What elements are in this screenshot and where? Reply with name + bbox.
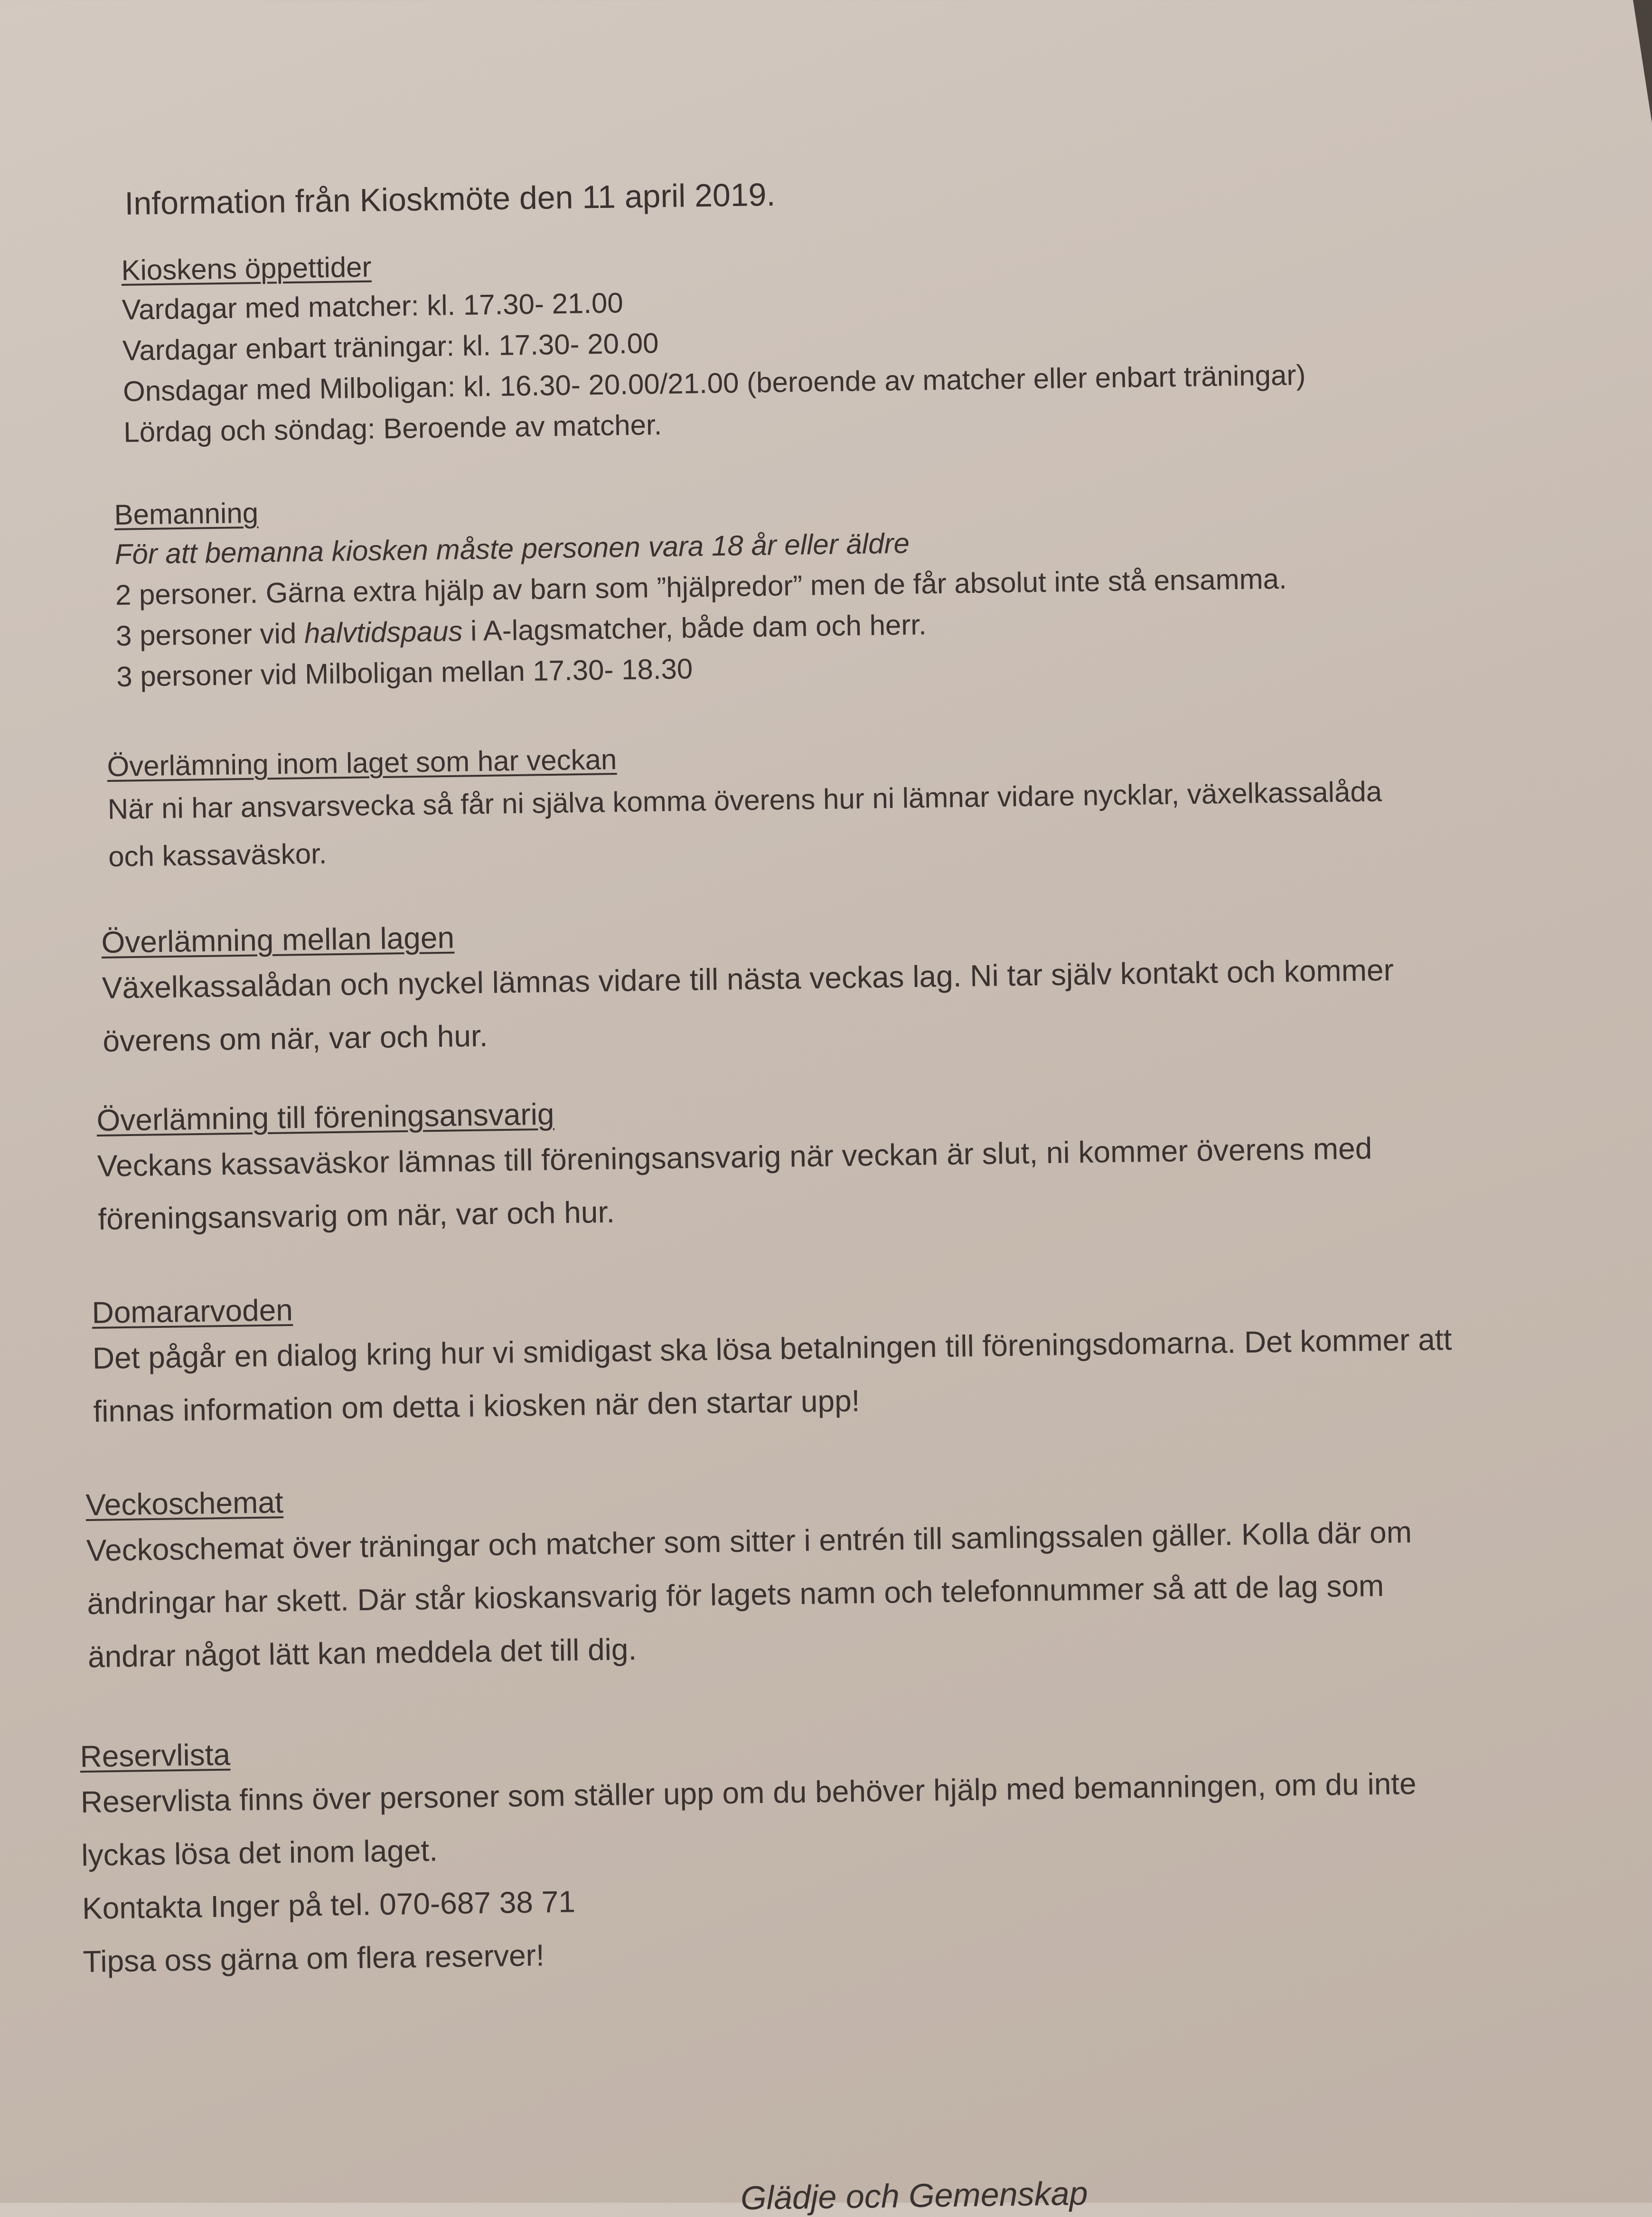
- section-heading: Domararvoden: [92, 1293, 293, 1330]
- section-heading: Kioskens öppettider: [121, 251, 372, 286]
- text-span: 3 personer vid: [115, 617, 305, 652]
- section-handover-between-teams: [101, 905, 1395, 1068]
- section-weekly-schedule: [85, 1467, 1414, 1683]
- text-line: ändrar något lätt kan meddela det till dig.: [87, 1632, 637, 1674]
- text-line: överens om när, var och hur.: [102, 1018, 488, 1058]
- section-heading: Överlämning inom laget som har veckan: [107, 743, 617, 782]
- section-reserve-list: [80, 1719, 1419, 1988]
- section-heading: Reservlista: [80, 1737, 231, 1774]
- footer-motto: Glädje och Gemenskap: [740, 2174, 1089, 2217]
- text-line: och kassaväskor.: [108, 837, 327, 873]
- text-line: Tipsa oss gärna om flera reserver!: [83, 1938, 545, 1979]
- text-line: När ni har ansvarsvecka så får ni själva komma överens hur ni lämnar vidare nycklar, växelkassalåda: [107, 775, 1382, 825]
- document-title: Information från Kioskmöte den 11 april 2019.: [124, 176, 776, 222]
- section-handover-within-team: [107, 730, 1383, 881]
- text-line: Vardagar enbart träningar: kl. 17.30- 20.00: [122, 327, 659, 366]
- section-heading: Bemanning: [114, 497, 259, 531]
- text-line: lyckas lösa det inom laget.: [81, 1833, 438, 1872]
- text-line: Det pågår en dialog kring hur vi smidigast ska lösa betalningen till föreningsdomarna. Det kommer att: [92, 1322, 1452, 1375]
- text-line: föreningsansvarig om när, var och hur.: [97, 1194, 615, 1236]
- text-line: För att bemanna kiosken måste personen vara 18 år eller äldre: [114, 527, 910, 570]
- section-opening-hours: [121, 235, 1306, 453]
- text-line: 3 personer vid Milboligan mellan 17.30- 18.30: [116, 653, 693, 693]
- text-line: ändringar har skett. Där står kioskansvarig för lagets namn och telefonnummer så att de lag som: [86, 1568, 1384, 1621]
- text-line: Veckans kassaväskor lämnas till föreningsansvarig när veckan är slut, ni kommer överens med: [97, 1131, 1372, 1183]
- section-handover-to-association: [96, 1084, 1373, 1246]
- text-line: Kontakta Inger på tel. 070-687 38 71: [82, 1884, 576, 1926]
- section-heading: Överlämning mellan lagen: [101, 920, 455, 959]
- text-line: 2 personer. Gärna extra hjälp av barn som ”hjälpredor” men de får absolut inte stå ensamma.: [115, 563, 1287, 611]
- background-corner: [1633, 0, 1652, 123]
- text-span-italic: halvtidspaus: [304, 615, 463, 649]
- section-heading: Överlämning till föreningsansvarig: [96, 1097, 554, 1137]
- section-referee-fees: [92, 1275, 1453, 1438]
- text-line: Onsdagar med Milboligan: kl. 16.30- 20.00/21.00 (beroende av matcher eller enbart träningar): [122, 359, 1306, 407]
- text-line: Veckoschemat över träningar och matcher som sitter i entrén till samlingssalen gäller. Kolla där om: [86, 1515, 1412, 1568]
- text-line: Vardagar med matcher: kl. 17.30- 21.00: [122, 287, 624, 326]
- text-line: Reservlista finns över personer som ställer upp om du behöver hjälp med bemanningen, om du inte: [80, 1766, 1417, 1819]
- text-line: Växelkassalådan och nyckel lämnas vidare till nästa veckas lag. Ni tar själv kontakt och kommer: [102, 952, 1394, 1005]
- text-span: i A-lagsmatcher, både dam och herr.: [462, 609, 927, 647]
- section-heading: Veckoschemat: [85, 1485, 284, 1522]
- text-line: Lördag och söndag: Beroende av matcher.: [123, 409, 662, 448]
- section-staffing: [114, 480, 1288, 697]
- text-line: finnas information om detta i kiosken när den startar upp!: [93, 1383, 860, 1428]
